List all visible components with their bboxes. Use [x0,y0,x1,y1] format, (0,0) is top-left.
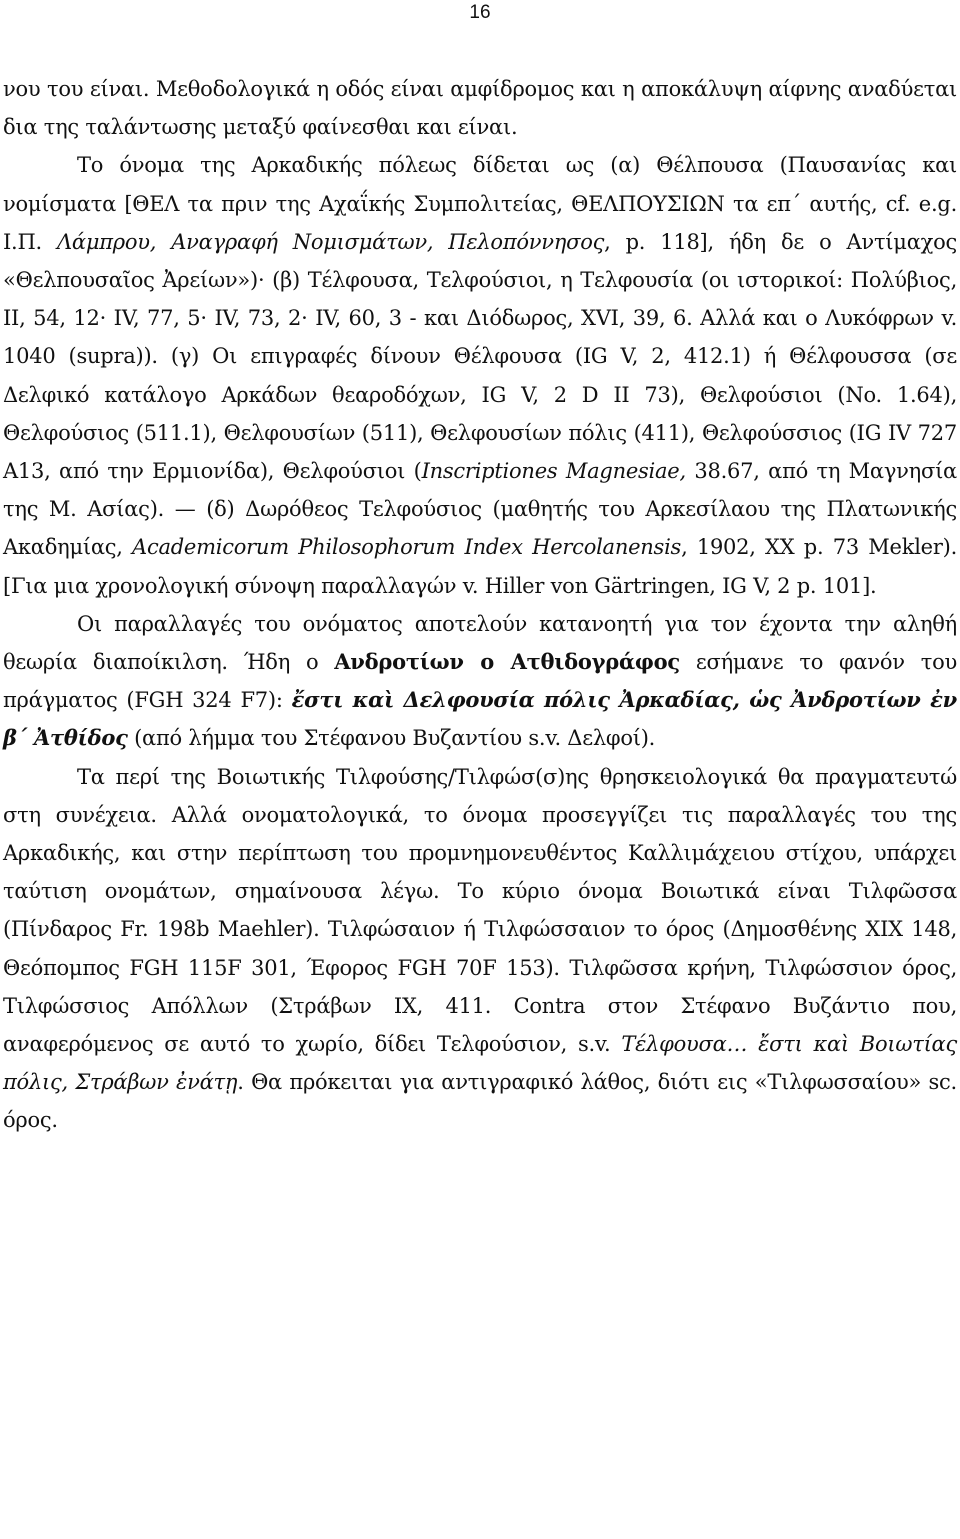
text-run: εσήμανε το φανόν του πράγματος (FGH 324 F7): [3,650,958,713]
quoted-greek: ἔστι καὶ Δελφουσία πόλις Ἀρκαδίας, ὡς Ἀνδροτίων ἐν β΄ Ἀτθίδος [3,687,957,751]
text-run: (από λήμμα του Στέφανου Βυζαντίου s.v. Δελφοί). [127,726,656,751]
paragraph-4 [3,758,957,1140]
citation-title: Λάμπρου, Αναγραφή Νομισμάτων, Πελοπόννησος [57,229,605,254]
quoted-greek: Τέλφουσα… ἔστι καὶ Βοιωτίας πόλις, Στράβων ἐνάτῃ [3,1032,957,1095]
citation-title: Academicorum Philosophorum Index Hercolanensis [132,535,682,560]
text-run: , 1902, XX p. 73 Mekler). [Για μια χρονολογική σύνοψη παραλλαγών v. Hiller von Gärtringen, IG V, 2 p. 101]. [3,535,958,598]
text-run: νου του είναι. Μεθοδολογικά η οδός είναι αμφίδρομος και η αποκάλυψη αίφνης αναδύεται δια της ταλάντωσης μεταξύ φαίνεσθαι και είναι. [3,77,957,140]
text-run: Τα περί της Βοιωτικής Τιλφούσης/Τιλφώσ(σ)ης θρησκειολογικά θα πραγματευτώ στη συνέχεια. Αλλά ονοματολογικά, το όνομα προσεγγίζει τις παραλλαγές του της Αρκαδικής, και στην περίπτωση του προμνημονευθέντος Καλλιμάχειου στίχου, υπάρχει ταύτιση ονομάτων, σημαίνουσα λέγω. Το κύριο όνομα Βοιωτικά είναι Τιλφῶσσα (Πίνδαρος Fr. 198b Maehler). Τιλφώσαιον ή Τιλφώσσαιον το όρος (Δημοσθένης XIX 148, Θεόπομπος FGH 115F 301, Έφορος FGH 70F 153). Τιλφῶσσα κρήνη, Τιλφώσσιον όρος, Τιλφώσσιος Απόλλων (Στράβων IX, 411. Contra στον Στέφανο Βυζάντιο που, αναφερόμενος σε αυτό το χωρίο, δίδει Τελφούσιον, s.v. [3,764,957,1057]
paragraph-2 [3,146,957,604]
citation-title: Inscriptiones Magnesiae, [421,459,686,484]
text-run: Οι παραλλαγές του ονόματος αποτελούν κατανοητή για τον έχοντα την αληθή θεωρία διαποίκιλση. Ήδη ο [3,611,957,675]
paragraph-3 [3,605,957,758]
text-run: 38.67, από τη Μαγνησία της Μ. Ασίας). — (δ) Δωρόθεος Τελφούσιος (μαθητής του Αρκεσίλαου της Πλατωνικής Ακαδημίας, [3,459,957,560]
page-number: 16 [469,2,491,23]
paragraph-1 [3,70,957,146]
body-text [3,70,957,1140]
text-run: . Θα πρόκειται για αντιγραφικό λάθος, διότι εις «Τιλφωσσαίου» sc. όρος. [3,1070,957,1133]
text-run: Το όνομα της Αρκαδικής πόλεως δίδεται ως (α) Θέλπουσα (Παυσανίας και νομίσματα [ΘΕΛ τα πριν της Αχαΐκής Συμπολιτείας, ΘΕΛΠΟΥΣΙΩΝ τα επ΄ αυτής, cf. e.g. Ι.Π. [3,153,957,254]
text-run: , p. 118], ήδη δε ο Αντίμαχος «Θελπουσαῖος Ἀρείων»)· (β) Τέλφουσα, Τελφούσιοι, η Τελφουσία (οι ιστορικοί: Πολύβιος, II, 54, 12· IV, 77, 5· IV, 73, 2· IV, 60, 3 - και Διόδωρος, XVI, 39, 6. Αλλά και ο Λυκόφρων v. 1040 (supra)). (γ) Οι επιγραφές δίνουν Θέλφουσα (IG V, 2, 412.1) ή Θέλφουσσα (σε Δελφικό κατάλογο Αρκάδων θεαροδόχων, IG V, 2 D II 73), Θελφούσιοι (No. 1.64), Θελφούσιος (511.1), Θελφουσίων (511), Θελφουσίων πόλις (411), Θελφούσσιος (IG IV 727 A13, από την Ερμιονίδα), Θελφούσιοι ( [3,229,958,484]
emphasis-bold: Ανδροτίων ο Ατθιδογράφος [334,649,680,675]
